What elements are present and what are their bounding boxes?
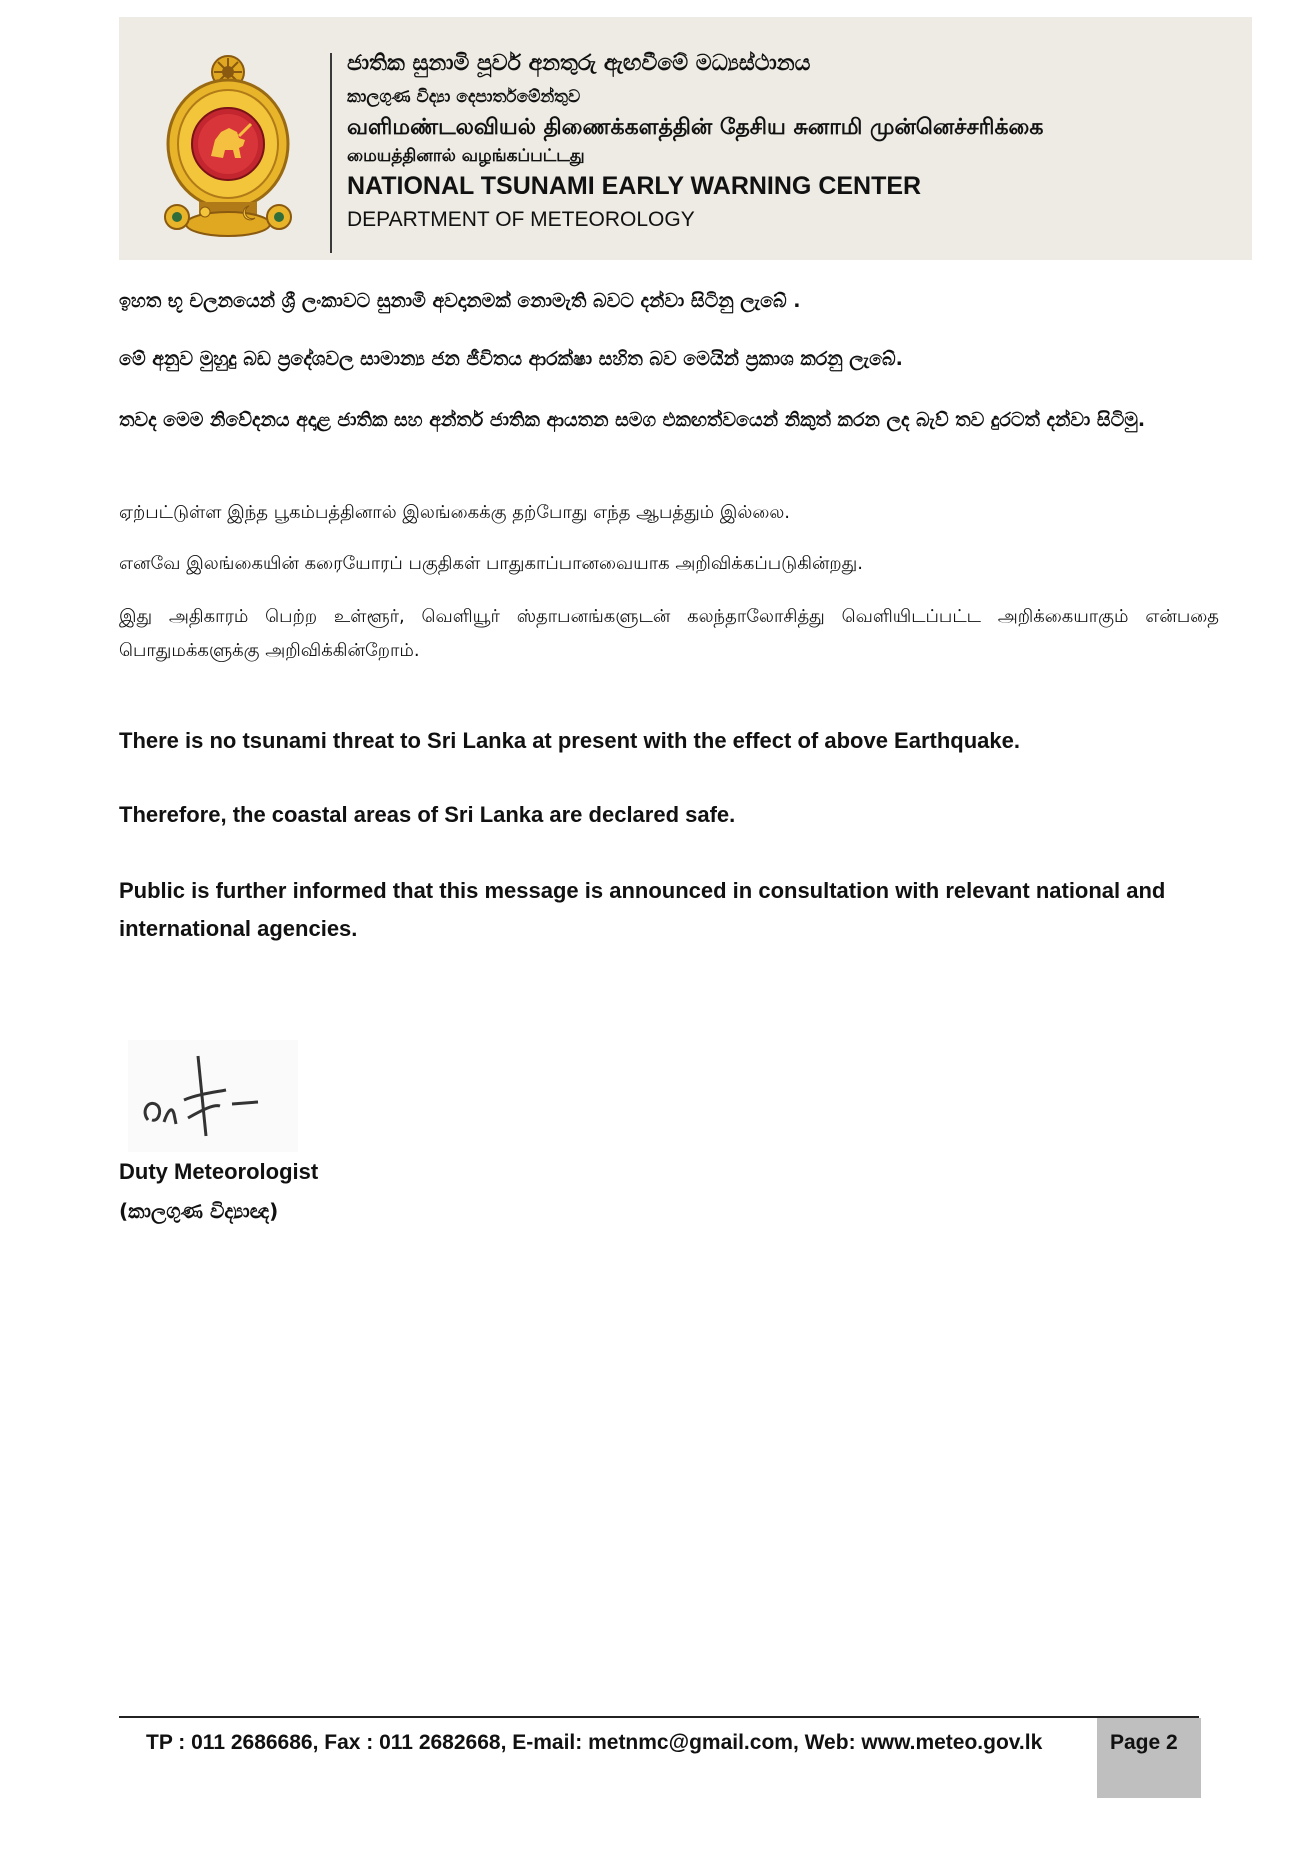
center-name-tamil-line2: மையத்தினால் வழங்கப்பட்டது [347, 146, 585, 166]
footer-divider [119, 1716, 1199, 1718]
department-name-sinhala: කාලගුණ විද්‍යා දෙපාර්තමේන්තුව [347, 87, 581, 107]
center-name-english: NATIONAL TSUNAMI EARLY WARNING CENTER [347, 172, 922, 200]
page-number-box [1097, 1718, 1201, 1798]
header-divider [330, 53, 332, 253]
letterhead [119, 17, 1252, 260]
footer-contact: TP : 011 2686686, Fax : 011 2682668, E-mail: metnmc@gmail.com, Web: www.meteo.gov.lk [146, 1731, 1043, 1754]
sinhala-paragraph-2: මේ අනුව මුහුදු බඩ ප්‍රදේශවල සාමාන්‍ය ජන ජීවිතය ආරක්ෂා සහිත බව මෙයින් ප්‍රකාශ කරනු ලැබේ. [119, 348, 903, 370]
english-paragraph-1: There is no tsunami threat to Sri Lanka at present with the effect of above Earthquake. [119, 728, 1020, 753]
department-name-english: DEPARTMENT OF METEOROLOGY [347, 208, 695, 231]
center-name-sinhala: ජාතික සුනාමි පූර්ව අනතුරු ඇඟවීමේ මධ්‍යස්ථානය [347, 51, 811, 76]
sri-lanka-emblem-icon [163, 52, 293, 247]
english-paragraph-2: Therefore, the coastal areas of Sri Lanka are declared safe. [119, 802, 736, 827]
center-name-tamil-line1: வளிமண்டலவியல் திணைக்களத்தின் தேசிய சுனாமி முன்னெச்சரிக்கை [347, 115, 1044, 140]
english-paragraph-3: Public is further informed that this message is announced in consultation with relevant national and international agencies. [119, 878, 1166, 941]
sinhala-paragraph-1: ඉහත භූ චලනයෙන් ශ්‍රී ලංකාවට සුනාමි අවදානමක් නොමැති බවට දන්වා සිටිනු ලැබේ . [119, 290, 801, 312]
signatory-title-sinhala: (කාලගුණ විද්‍යාඥ) [119, 1199, 279, 1223]
signatory-title-english: Duty Meteorologist [119, 1159, 319, 1184]
sinhala-paragraph-3: තවද මෙම නිවේදනය අදාළ ජාතික සහ අන්තර් ජාතික ආයතන සමග එකඟත්වයෙන් නිකුත් කරන ලද බැව් තව දුරටත් දන්වා සිටිමු. [119, 409, 1146, 431]
tamil-paragraph-1: ஏற்பட்டுள்ள இந்த பூகம்பத்தினால் இலங்கைக்கு தற்போது எந்த ஆபத்தும் இல்லை. [119, 502, 791, 523]
tamil-paragraph-3: இது அதிகாரம் பெற்ற உள்ளூர், வெளியூர் ஸ்தாபனங்களுடன் கலந்தாலோசித்து வெளியிடப்பட்ட அறிக்கையாகும் என்பதை பொதுமக்களுக்கு அறிவிக்கின்றோம். [119, 606, 1219, 661]
page-number: Page 2 [1110, 1731, 1178, 1754]
tamil-paragraph-2: எனவே இலங்கையின் கரையோரப் பகுதிகள் பாதுகாப்பானவையாக அறிவிக்கப்படுகின்றது. [119, 553, 863, 574]
signature [128, 1040, 298, 1152]
